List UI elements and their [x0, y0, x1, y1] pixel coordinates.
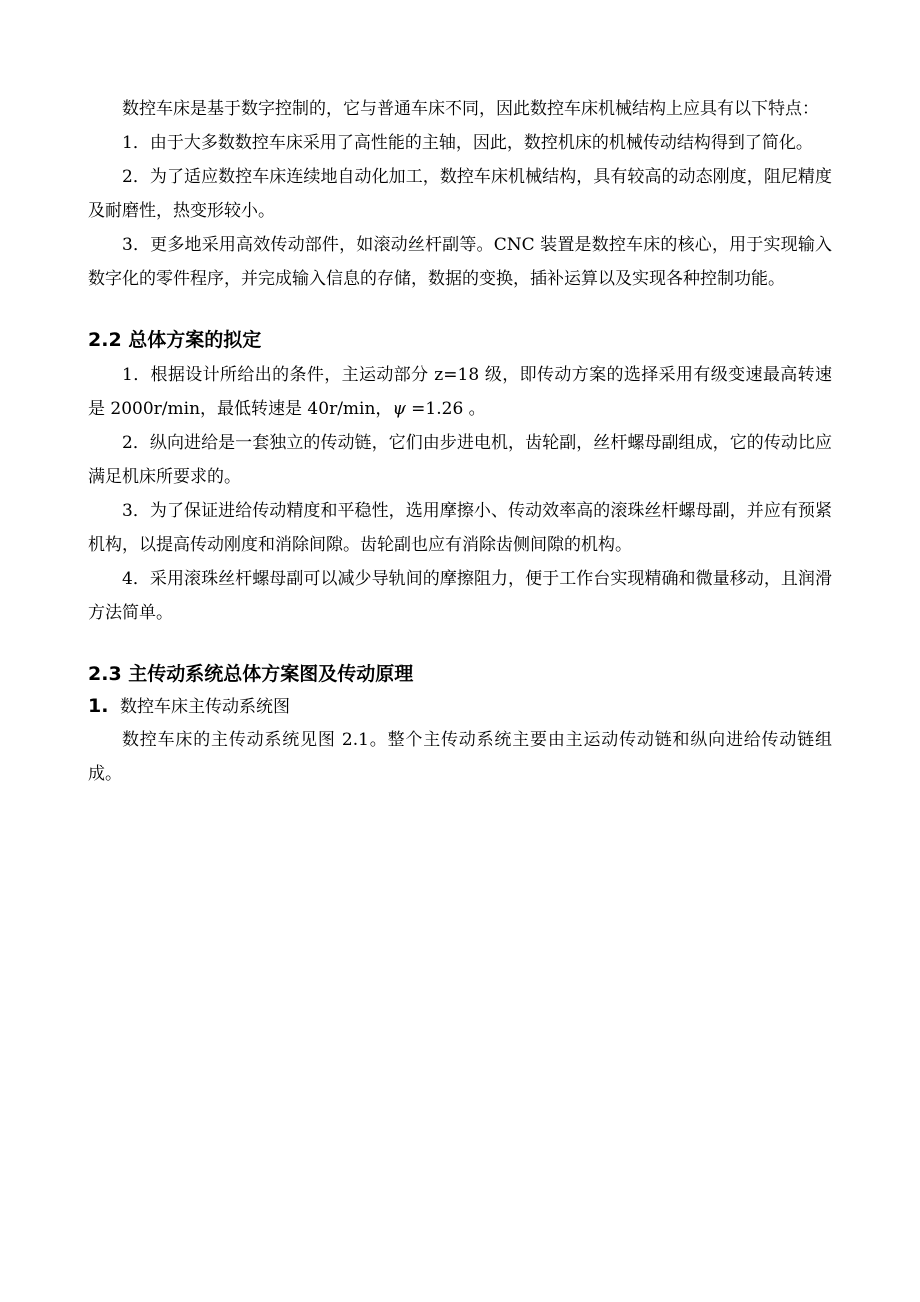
scheme-item-1-text: 1．根据设计所给出的条件，主运动部分 z=18 级，即传动方案的选择采用有级变速最高转速是 2000r/min，最低转速是 40r/min，	[88, 365, 832, 419]
subsection-title: 数控车床主传动系统图	[120, 697, 290, 717]
scheme-item-1	[88, 358, 832, 426]
intro-point-3: 3．更多地采用高效传动部件，如滚动丝杆副等。CNC 装置是数控车床的核心，用于实现输入数字化的零件程序，并完成输入信息的存储，数据的变换，插补运算以及实现各种控制功能。	[88, 235, 832, 289]
subsection-1-heading	[88, 690, 832, 723]
intro-point-2: 2．为了适应数控车床连续地自动化加工，数控车床机械结构，具有较高的动态刚度，阻尼精度及耐磨性，热变形较小。	[88, 167, 832, 221]
section-2-2-title: 2.2 总体方案的拟定	[88, 329, 262, 351]
scheme-item-4: 4．采用滚珠丝杆螺母副可以减少导轨间的摩擦阻力，便于工作台实现精确和微量移动，且润滑方法简单。	[88, 569, 832, 623]
subsection-number: 1.	[88, 695, 109, 717]
section-2-2	[88, 326, 832, 630]
scheme-item-3: 3．为了保证进给传动精度和平稳性，选用摩擦小、传动效率高的滚珠丝杆螺母副，并应有预紧机构，以提高传动刚度和消除间隙。齿轮副也应有消除齿侧间隙的机构。	[88, 501, 832, 555]
psi-symbol: ψ	[392, 399, 406, 419]
intro-point-1: 1．由于大多数数控车床采用了高性能的主轴，因此，数控机床的机械传动结构得到了简化。	[122, 133, 813, 153]
section-2-3	[88, 660, 832, 791]
intro-section	[88, 92, 832, 296]
document-page	[88, 92, 832, 791]
section-2-3-title: 2.3 主传动系统总体方案图及传动原理	[88, 663, 414, 685]
intro-paragraph: 数控车床是基于数字控制的，它与普通车床不同，因此数控车床机械结构上应具有以下特点：	[122, 99, 819, 119]
main-drive-paragraph: 数控车床的主传动系统见图 2.1。整个主传动系统主要由主运动传动链和纵向进给传动链组成。	[88, 730, 832, 784]
scheme-item-2: 2．纵向进给是一套独立的传动链，它们由步进电机，齿轮副，丝杆螺母副组成，它的传动比应满足机床所要求的。	[88, 433, 832, 487]
psi-value: =1.26 。	[405, 399, 486, 419]
